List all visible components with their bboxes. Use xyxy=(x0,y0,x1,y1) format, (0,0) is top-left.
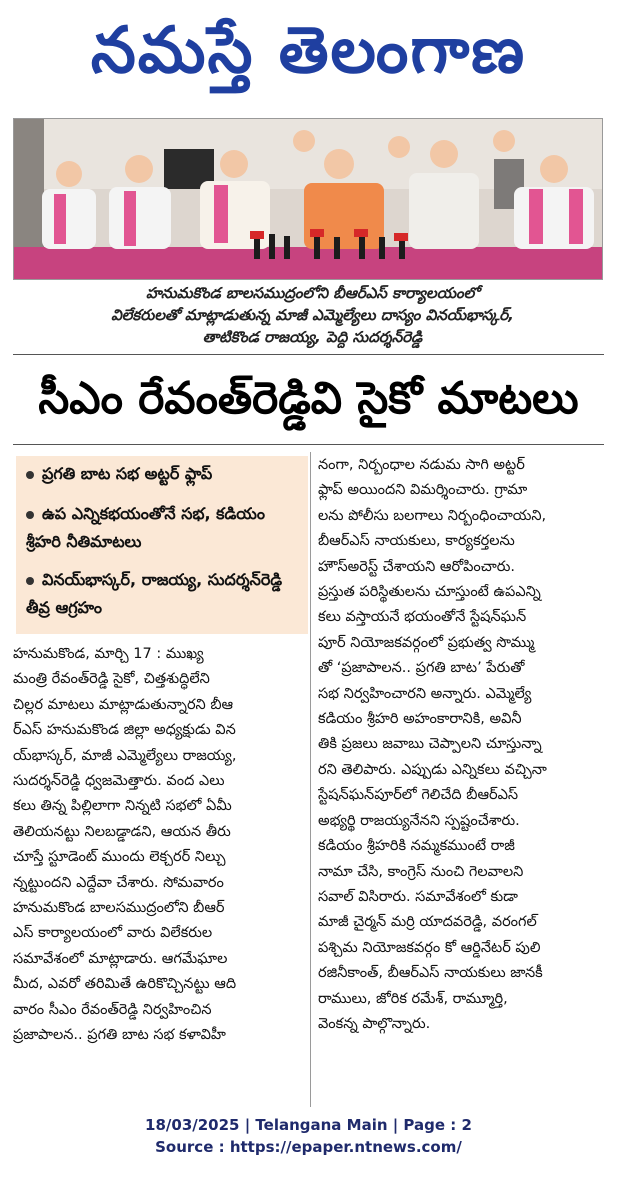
article-line: మాజీ చైర్మన్‌ మర్రి యాదవరెడ్డి, వరంగల్‌ xyxy=(318,914,537,931)
article-line: సుదర్శన్‌రెడ్డి ధ్వజమెత్తారు. వంద ఎలు xyxy=(13,773,225,790)
masthead xyxy=(0,6,617,102)
article-line: రని తెలిపారు. ఎప్పుడు ఎన్నికలు వచ్చినా xyxy=(318,761,547,778)
article-line: హనుమకొండ, మార్చి 17 : ముఖ్య xyxy=(13,646,204,662)
caption-line: హనుమకొండ బాలసముద్రంలోని బీఆర్‌ఎస్‌ కార్యాలయంలో xyxy=(145,284,480,302)
article-line: ఫ్లాప్‌ అయిందని విమర్శించారు. గ్రామా xyxy=(318,482,528,499)
article-line: పశ్చిమ నియోజకవర్గం కో ఆర్డినేటర్‌ పులి xyxy=(318,939,541,956)
article-line: అభ్యర్థి రాజయ్యనేనని స్పష్టంచేశారు. xyxy=(318,812,520,829)
bullet-icon xyxy=(26,577,34,585)
article-line: రజినీకాంత్‌, బీఆర్‌ఎస్‌ నాయకులు జానకీ xyxy=(318,965,543,982)
bullet-icon xyxy=(26,471,34,479)
article-column-right xyxy=(318,453,606,1037)
article-line: తో ‘ప్రజాపాలన.. ప్రగతి బాట’ పేరుతో xyxy=(318,660,525,677)
highlight-item xyxy=(26,566,304,622)
article-line: లను పోలీసు బలగాలు నిర్బంధించాయని, xyxy=(318,507,547,524)
bullet-icon xyxy=(26,511,34,519)
article-line: మంత్రి రేవంత్‌రెడ్డి సైకో, చిత్తశుద్ధిలేని xyxy=(13,671,210,688)
article-line: తికి ప్రజలు జవాబు చెప్పాలని చూస్తున్నా xyxy=(318,736,542,753)
article-line: చిల్లర మాటలు మాట్లాడుతున్నారని బీఆ xyxy=(13,696,234,713)
article-line: పూర్‌ నియోజకవర్గంలో ప్రభుత్వ సొమ్ము xyxy=(318,634,535,651)
article-line: హౌస్‌అరెస్ట్‌ చేశాయని ఆరోపించారు. xyxy=(318,558,516,575)
column-divider xyxy=(310,452,311,1107)
article-line: ఎస్‌ కార్యాలయంలో వారు విలేకరుల xyxy=(13,925,213,942)
headline: సీఎం రేవంత్‌రెడ్డివి సైకో మాటలు xyxy=(38,373,579,424)
caption-line: తాటికొండ రాజయ్య, పెద్ది సుదర్శన్‌రెడ్డి xyxy=(202,328,423,346)
highlights-box xyxy=(16,456,308,634)
article-line: వారం సీఎం రేవంత్‌రెడ్డి నిర్వహించిన xyxy=(13,1001,212,1018)
article-line: నంగా, నిర్బంధాల నడుమ సాగి అట్టర్‌ xyxy=(318,457,525,473)
article-line: కలు తిన్న పిల్లిలాగా నిన్నటి సభలో ఏమీ xyxy=(13,798,232,815)
article-line: రాములు, జోరిక రమేశ్‌, రామ్మూర్తి, xyxy=(318,990,508,1007)
divider-rule xyxy=(13,354,604,355)
article-line: ప్రజాపాలన.. ప్రగతి బాట సభ కళావిహీ xyxy=(13,1027,226,1044)
press-conference-photo xyxy=(13,118,603,280)
article-line: కడియం శ్రీహరికి నమ్మకముంటే రాజీ xyxy=(318,838,515,855)
article-line: నామా చేసి, కాంగ్రెస్‌ నుంచి గెలవాలని xyxy=(318,863,524,880)
article-line: చూస్తే స్టూడెంట్‌ ముందు లెక్చరర్‌ నిల్చు xyxy=(13,849,226,866)
highlight-text: ఉప ఎన్నికభయంతోనే సభ, కడియం శ్రీహరి నీతిమాటలు xyxy=(26,504,265,551)
highlight-text: ప్రగతి బాట సభ అట్టర్‌ ఫ్లాప్‌ xyxy=(42,464,213,483)
photo-illustration xyxy=(14,119,602,279)
article-line: వెంకన్న పాల్గొన్నారు. xyxy=(318,1015,431,1032)
article-line: సవాల్‌ విసిరారు. సమావేశంలో కుడా xyxy=(318,888,518,905)
article-line: బీఆర్‌ఎస్‌ నాయకులు, కార్యకర్తలను xyxy=(318,533,515,550)
article-line: న్నట్టుందని ఎద్దేవా చేశారు. సోమవారం xyxy=(13,874,224,891)
article-line: య్‌భాస్కర్‌, మాజీ ఎమ్మెల్యేలు రాజయ్య, xyxy=(13,747,237,764)
article-line: ప్రస్తుత పరిస్థితులను చూస్తుంటే ఉపఎన్ని xyxy=(318,584,541,601)
article-line: ర్‌ఎస్‌ హనుమకొండ జిల్లా అధ్యక్షుడు విన xyxy=(13,722,236,739)
article-line: కడియం శ్రీహరి అహంకారానికి, అవినీ xyxy=(318,711,522,728)
caption-line: విలేకరులతో మాట్లాడుతున్న మాజీ ఎమ్మెల్యేలు దాస్యం వినయ్‌భాస్కర్‌, xyxy=(111,306,514,324)
highlight-item xyxy=(26,460,304,488)
footer-source: Source : https://epaper.ntnews.com/ xyxy=(155,1138,462,1156)
article-line: స్టేషన్‌ఘన్‌పూర్‌లో గెలిచేది బీఆర్‌ఎస్‌ xyxy=(318,787,519,804)
masthead-title: నమస్తే తెలంగాణ xyxy=(90,14,527,88)
article-line: తెలియనట్టు నిలబడ్డాడని, ఆయన తీరు xyxy=(13,823,231,840)
article-line: సభ నిర్వహించారని అన్నారు. ఎమ్మెల్యే xyxy=(318,685,532,702)
footer-date-page: 18/03/2025 | Telangana Main | Page : 2 xyxy=(145,1116,472,1134)
article-line: సమావేశంలో మాట్లాడారు. ఆగమేఘాల xyxy=(13,950,228,967)
article-line: హనుమకొండ బాలసముద్రంలోని బీఆర్‌ xyxy=(13,900,225,917)
highlight-item xyxy=(26,500,304,556)
highlight-text: వినయ్‌భాస్కర్‌, రాజయ్య, సుదర్శన్‌రెడ్డి తీవ్ర ఆగ్రహం xyxy=(26,570,283,617)
article-line: మీద, ఎవరో తరిమితే ఉరికొచ్చినట్టు ఆది xyxy=(13,976,237,993)
divider-rule xyxy=(13,444,604,445)
article-line: కలు వస్తాయనే భయంతోనే స్టేషన్‌ఘన్‌ xyxy=(318,609,527,626)
photo-caption xyxy=(60,282,565,348)
article-column-left xyxy=(13,642,301,1049)
